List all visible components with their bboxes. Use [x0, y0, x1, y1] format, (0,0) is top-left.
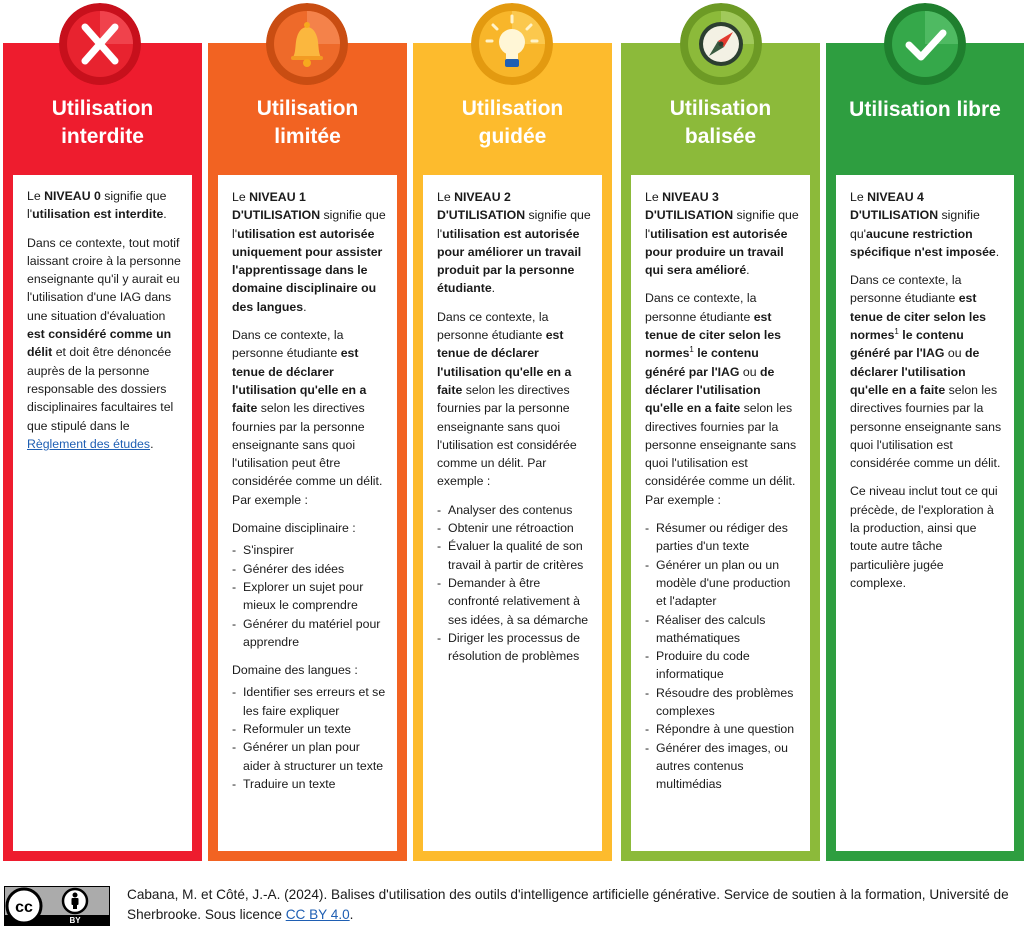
- level-4-title-line1: Utilisation libre: [849, 98, 1001, 121]
- list-item: - Demander à être confronté relativement à ses idées, à sa démarche: [437, 574, 591, 629]
- level-2-list: [437, 501, 591, 666]
- level-4-context: Dans ce contexte, la personne étudiante est tenue de citer selon les normes$^1$ le contenu généré par l'IAG ou de déclarer l'utilisation qu'elle en a faite selon les directives fournies par la personne enseignante sans quoi l'utilisation est considérée comme un délit.: [850, 273, 1002, 471]
- level-2-context: Dans ce contexte, la personne étudiante est tenue de déclarer l'utilisation qu'elle en a faite selon les directives fournies par la personne enseignante sans quoi l'utilisation est considérée comme un délit. Par exemple :: [437, 309, 577, 489]
- list-item: - Obtenir une rétroaction: [437, 519, 591, 537]
- footer: [0, 882, 1024, 934]
- level-0-title-line2: interdite: [61, 125, 144, 148]
- level-3-context: Dans ce contexte, la personne étudiante est tenue de citer selon les normes$^1$ le contenu généré par l'IAG ou de déclarer l'utilisation qu'elle en a faite selon les directives fournies par la personne enseignante sans quoi l'utilisation est considérée comme un délit. Par exemple :: [645, 291, 797, 507]
- level-0-title: [3, 95, 202, 151]
- bell-icon: [266, 3, 348, 85]
- level-1-title-line2: limitée: [274, 125, 341, 148]
- svg-text:BY: BY: [69, 916, 81, 925]
- level-1-list-disciplinaire: [232, 541, 386, 651]
- level-3-list: [645, 519, 799, 793]
- checkmark-icon: [884, 3, 966, 85]
- level-1-context: Dans ce contexte, la personne étudiante est tenue de déclarer l'utilisation qu'elle en a faite selon les directives fournies par la personne enseignante sans quoi l'utilisation peut être considérée comme un délit. Par exemple :: [232, 328, 383, 507]
- list-item: - Analyser des contenus: [437, 501, 591, 519]
- level-4-extra: Ce niveau inclut tout ce qui précède, de l'exploration à la production, ainsi que toute autre tâche particulière jugée complexe.: [850, 484, 998, 590]
- level-2-title: [413, 95, 612, 151]
- list-item: - Générer un plan pour aider à structurer un texte: [232, 738, 386, 775]
- level-3-title-line1: Utilisation: [669, 97, 772, 120]
- level-3-title-line2: balisée: [684, 125, 757, 148]
- list-item: - Générer du matériel pour apprendre: [232, 615, 386, 652]
- prohibited-x-icon: [59, 3, 141, 85]
- level-2-title-line1: Utilisation: [461, 97, 564, 120]
- compass-icon: [680, 3, 762, 85]
- list-item: - Résoudre des problèmes complexes: [645, 684, 799, 721]
- level-0-column: [3, 43, 202, 861]
- list-item: - Identifier ses erreurs et se les faire expliquer: [232, 683, 386, 720]
- list-item: - S'inspirer: [232, 541, 386, 559]
- citation-credit: Cabana, M. et Côté, J.-A. (2024). Balises d'utilisation des outils d'intelligence artificielle générative. Service de soutien à la formation, Université de Sherbrooke. Sous licence CC BY 4.0.: [127, 887, 1009, 922]
- level-0-intro: Le NIVEAU 0 signifie que l'utilisation est interdite.: [27, 189, 167, 222]
- level-3-title: [621, 95, 820, 151]
- level-0-title-line1: Utilisation: [51, 97, 154, 120]
- level-0-context: Dans ce contexte, tout motif laissant croire à la personne enseignante qu'il y aurait eu l'utilisation d'une IAG dans une situation d'évaluation est considéré comme un délit et doit être dénoncée auprès de la personne responsable des dossiers disciplinaires facultaires tel que stipulé dans le Règlement des études.: [27, 235, 181, 451]
- level-1-section-disciplinaire: Domaine disciplinaire :: [232, 521, 356, 536]
- level-4-column: [826, 43, 1024, 861]
- level-3-column: [621, 43, 820, 861]
- level-1-card: [218, 175, 397, 851]
- level-1-list-langues: [232, 683, 386, 793]
- level-1-title-line1: Utilisation: [256, 97, 359, 120]
- level-2-card: [423, 175, 602, 851]
- level-2-intro: Le NIVEAU 2 D'UTILISATION signifie que l'utilisation est autorisée pour améliorer un travail produit par la personne étudiante.: [437, 190, 591, 296]
- list-item: - Évaluer la qualité de son travail à partir de critères: [437, 537, 591, 574]
- level-4-intro: Le NIVEAU 4 D'UTILISATION signifie qu'aucune restriction spécifique n'est imposée.: [850, 190, 1000, 259]
- list-item: - Diriger les processus de résolution de problèmes: [437, 629, 591, 666]
- level-3-card: [631, 175, 810, 851]
- list-item: - Générer des images, ou autres contenus multimédias: [645, 739, 799, 794]
- list-item: - Produire du code informatique: [645, 647, 799, 684]
- reglement-etudes-link[interactable]: Règlement des études: [27, 436, 151, 451]
- list-item: - Générer un plan ou un modèle d'une production et l'adapter: [645, 556, 799, 611]
- level-1-section-langues: Domaine des langues :: [232, 663, 358, 678]
- level-3-intro: Le NIVEAU 3 D'UTILISATION signifie que l'utilisation est autorisée pour produire un travail qui sera amélioré.: [645, 190, 799, 278]
- level-4-title: [826, 96, 1024, 124]
- level-1-intro: Le NIVEAU 1 D'UTILISATION signifie que l'utilisation est autorisée uniquement pour assister l'apprentissage dans le domaine disciplinaire ou des langues.: [232, 190, 386, 314]
- level-1-column: [208, 43, 407, 861]
- list-item: - Traduire un texte: [232, 775, 386, 793]
- level-0-card: [13, 175, 192, 851]
- list-item: - Résumer ou rédiger des parties d'un texte: [645, 519, 799, 556]
- list-item: - Répondre à une question: [645, 720, 799, 738]
- list-item: - Reformuler un texte: [232, 720, 386, 738]
- level-1-title: [208, 95, 407, 151]
- svg-text:cc: cc: [15, 899, 33, 916]
- level-2-column: [413, 43, 612, 861]
- cc-by-license-icon: [4, 886, 110, 926]
- lightbulb-icon: [471, 3, 553, 85]
- list-item: - Générer des idées: [232, 560, 386, 578]
- list-item: - Réaliser des calculs mathématiques: [645, 611, 799, 648]
- level-4-card: [836, 175, 1014, 851]
- cc-by-license-link[interactable]: CC BY 4.0: [285, 907, 350, 922]
- level-2-title-line2: guidée: [478, 125, 547, 148]
- list-item: - Explorer un sujet pour mieux le comprendre: [232, 578, 386, 615]
